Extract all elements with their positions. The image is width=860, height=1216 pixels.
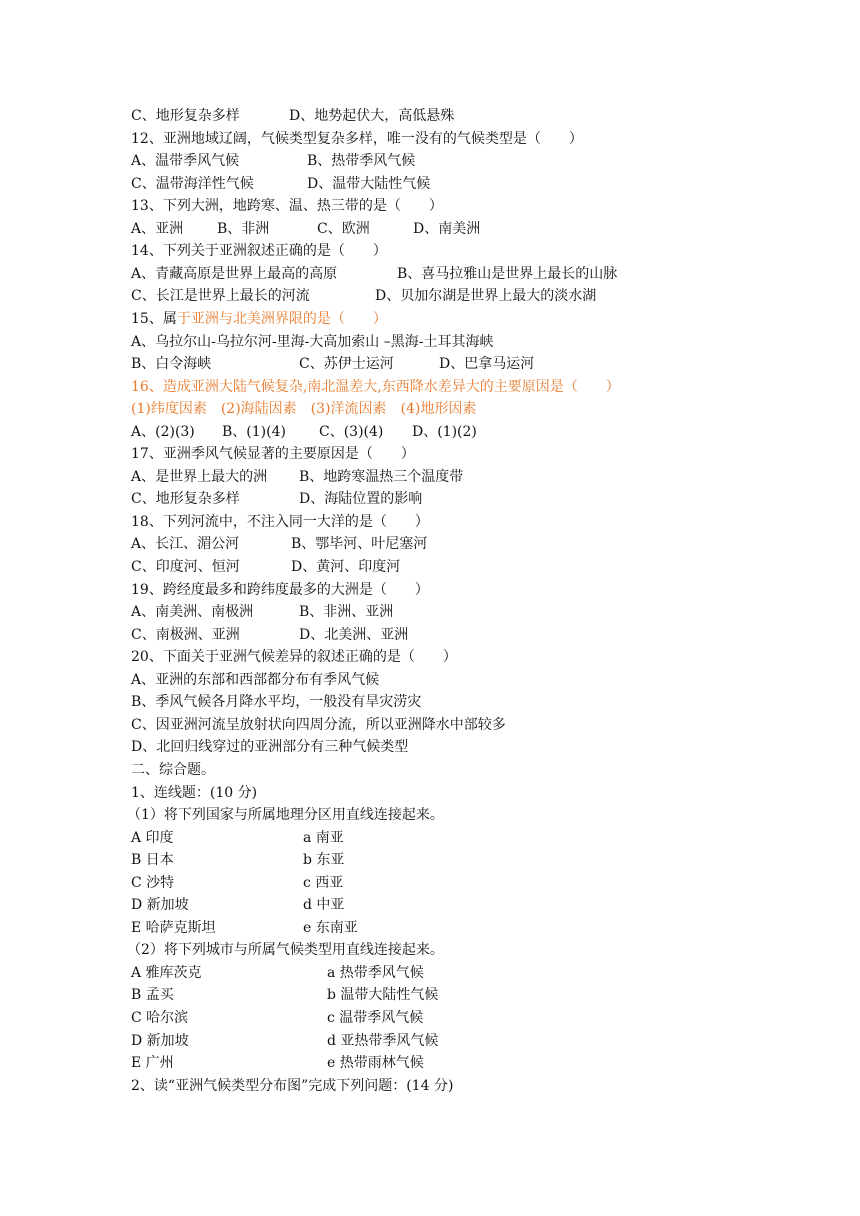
option-c: D、巴拿马运河 (439, 356, 535, 373)
text-line (127, 939, 444, 961)
highlighted-text: (1)纬度因素 (2)海陆因素 (3)洋流因素 (4)地形因素 (131, 401, 477, 418)
text-line (131, 195, 443, 217)
option-b: e 东南亚 (303, 919, 358, 936)
text-line (131, 579, 429, 601)
option-a: B、白令海峡 (131, 356, 212, 373)
line-text: 二、综合题。 (131, 761, 215, 778)
line-text: 12、亚洲地域辽阔，气候类型复杂多样，唯一没有的气候类型是（ ） (131, 130, 583, 147)
line-text: 1、连线题：(10 分) (131, 784, 258, 801)
option-c: C、(3)(4) (319, 423, 384, 440)
highlighted-text: 16、造成亚洲大陆气候复杂,南北温差大,东西降水差异大的主要原因是（ ） (131, 378, 620, 395)
option-b: B、地跨寒温热三个温度带 (299, 468, 464, 485)
line-text: B、季风气候各月降水平均，一般没有旱灾涝灾 (131, 694, 422, 711)
option-a: B 孟买 (131, 987, 174, 1004)
text-line (131, 128, 583, 150)
option-a: B 日本 (131, 852, 174, 869)
option-b: d 中亚 (303, 897, 345, 914)
option-b: a 热带季风气候 (327, 964, 424, 981)
question-line (131, 308, 387, 330)
option-a: A、是世界上最大的洲 (131, 468, 268, 485)
option-d: D、(1)(2) (412, 423, 477, 440)
option-a: C、地形复杂多样 (131, 108, 240, 124)
text-line (131, 240, 387, 262)
option-a: A、温带季风气候 (131, 153, 240, 170)
option-a: D 新加坡 (131, 897, 189, 914)
text-line (131, 511, 429, 533)
option-a: A、长江、湄公河 (131, 536, 240, 553)
option-a: C 哈尔滨 (131, 1010, 189, 1026)
line-text: 20、下面关于亚洲气候差异的叙述正确的是（ ） (131, 649, 457, 666)
option-a: A、南美洲、南极洲 (131, 604, 254, 621)
option-b: c 温带季风气候 (327, 1010, 424, 1026)
line-text: C、因亚洲河流呈放射状向四周分流，所以亚洲降水中部较多 (131, 716, 506, 733)
option-a: C 沙特 (131, 874, 175, 891)
highlighted-line (131, 376, 620, 398)
text-line (131, 691, 421, 713)
text-line (131, 669, 379, 691)
option-a: C、温带海洋性气候 (131, 175, 254, 192)
option-b: D、海陆位置的影响 (299, 491, 423, 508)
option-b: c 西亚 (303, 874, 344, 891)
text-line (131, 646, 457, 668)
highlighted-text: 于亚洲与北美洲界限的是（ ） (176, 310, 387, 327)
text-line (131, 443, 415, 465)
line-text: 14、下列关于亚洲叙述正确的是（ ） (131, 243, 387, 260)
option-b: D、贝加尔湖是世界上最大的淡水湖 (375, 288, 597, 305)
option-b: B、热带季风气候 (307, 153, 416, 170)
option-a: C、地形复杂多样 (131, 491, 240, 508)
option-a: D 新加坡 (131, 1032, 189, 1049)
text-line (131, 1075, 453, 1097)
option-a: A、青藏高原是世界上最高的高原 (131, 265, 338, 282)
option-b: b 东亚 (303, 852, 345, 869)
option-b: e 热带雨林气候 (327, 1055, 424, 1072)
text-line (131, 714, 506, 736)
line-text: 2、读“亚洲气候类型分布图”完成下列问题：(14 分) (131, 1077, 454, 1094)
option-a: A 印度 (131, 829, 174, 846)
option-a: C、南极洲、亚洲 (131, 626, 240, 643)
text-line (131, 782, 257, 804)
option-a: A 雅库茨克 (131, 964, 202, 981)
option-c: C、欧洲 (317, 220, 370, 237)
text-line (131, 736, 408, 758)
line-text: （1）将下列国家与所属地理分区用直线连接起来。 (127, 807, 444, 824)
text-line (131, 331, 493, 353)
option-b: B、非洲 (217, 220, 270, 237)
text-line (127, 804, 444, 826)
line-text: 17、亚洲季风气候显著的主要原因是（ ） (131, 446, 415, 463)
option-b: D、地势起伏大，高低悬殊 (289, 108, 455, 124)
option-b: B、(1)(4) (222, 423, 286, 440)
option-b: b 温带大陆性气候 (327, 987, 439, 1004)
question-number: 15、属 (131, 310, 177, 327)
line-text: 13、下列大洲，地跨寒、温、热三带的是（ ） (131, 198, 443, 215)
line-text: A、乌拉尔山-乌拉尔河-里海-大高加索山 –黑海-土耳其海峡 (131, 333, 494, 350)
line-text: 19、跨经度最多和跨纬度最多的大洲是（ ） (131, 581, 429, 598)
option-b: D、黄河、印度河 (291, 559, 401, 575)
line-text: D、北回归线穿过的亚洲部分有三种气候类型 (131, 739, 409, 756)
line-text: 18、下列河流中，不注入同一大洋的是（ ） (131, 513, 429, 530)
option-a: A、(2)(3) (131, 423, 195, 440)
option-a: E 广州 (131, 1055, 174, 1072)
option-b: D、北美洲、亚洲 (299, 626, 409, 643)
option-b: B、鄂毕河、叶尼塞河 (291, 536, 428, 553)
line-text: A、亚洲的东部和西部都分布有季风气候 (131, 671, 380, 688)
option-b: d 亚热带季风气候 (327, 1032, 439, 1049)
option-b: D、温带大陆性气候 (307, 175, 431, 192)
option-a: C、长江是世界上最长的河流 (131, 288, 310, 305)
option-a: A、亚洲 (131, 220, 184, 237)
option-b: B、喜马拉雅山是世界上最长的山脉 (397, 265, 618, 282)
option-d: D、南美洲 (413, 220, 481, 237)
text-line (131, 759, 215, 781)
option-a: E 哈萨克斯坦 (131, 919, 216, 936)
option-b: B、非洲、亚洲 (299, 604, 394, 621)
line-text: （2）将下列城市与所属气候类型用直线连接起来。 (127, 942, 444, 959)
option-a: C、印度河、恒河 (131, 559, 240, 575)
highlighted-line (131, 398, 476, 420)
option-b: a 南亚 (303, 829, 344, 846)
option-b: C、苏伊士运河 (299, 356, 394, 373)
